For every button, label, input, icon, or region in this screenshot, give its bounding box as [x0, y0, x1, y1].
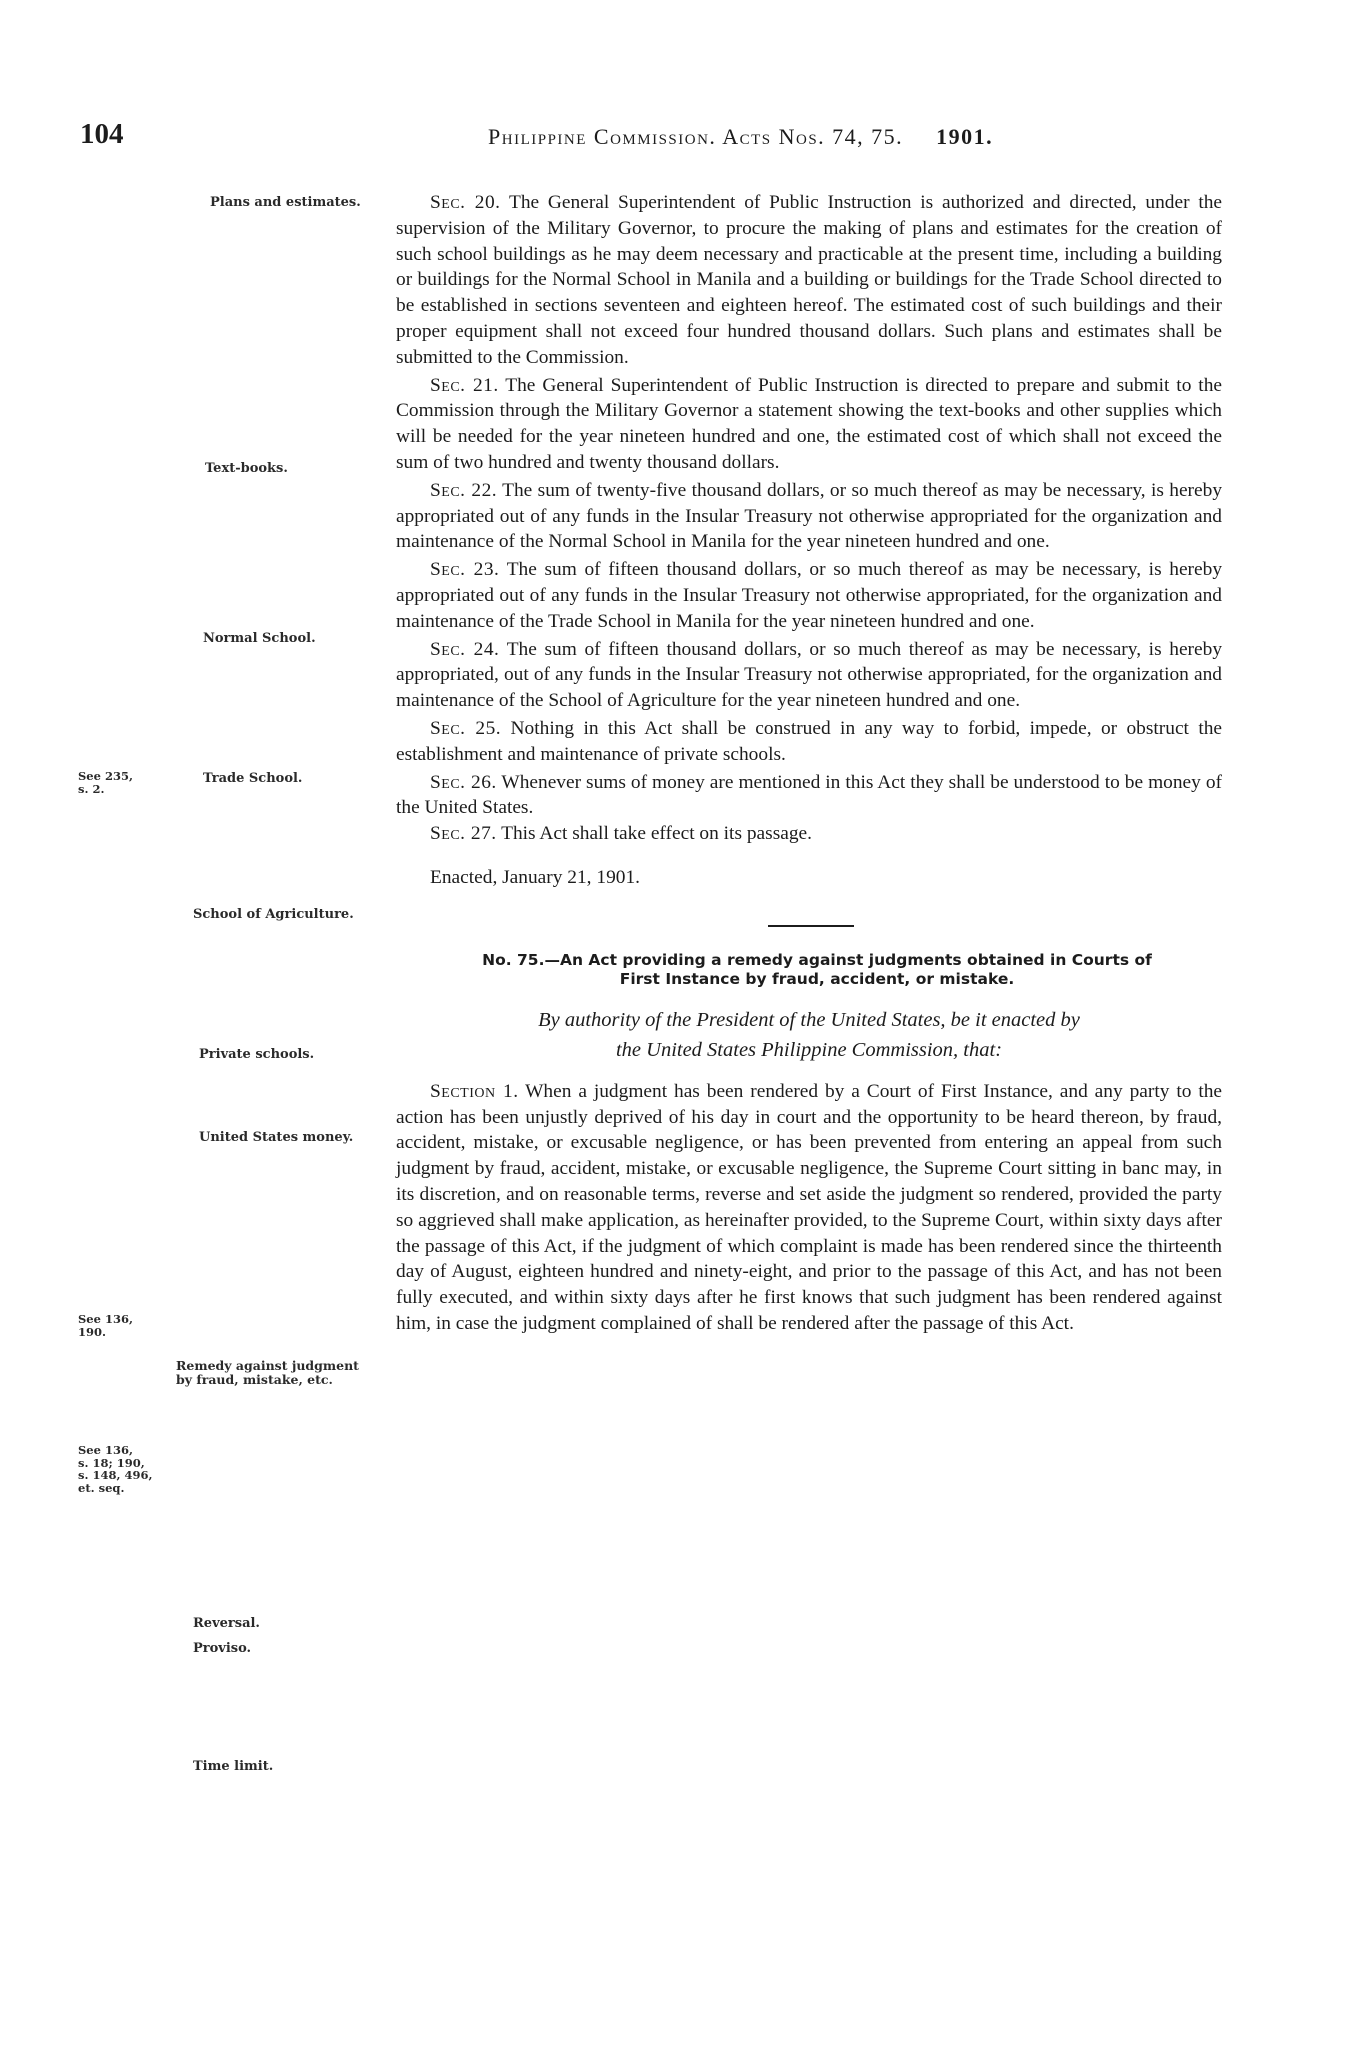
section-text: Nothing in this Act shall be construed in any way to forbid, impede, or obstruct the establishment and maintenance of private schools. — [396, 717, 1223, 765]
margin-note-plans: Plans and estimates. — [210, 195, 361, 210]
running-head-title: Philippine Commission. Acts Nos. 74, 75. — [488, 124, 904, 149]
scan-footer — [6, 2052, 8, 2059]
page-number: 104 — [80, 118, 124, 150]
cross-reference: See 235, s. 2. — [78, 769, 133, 796]
section-label: Section 1. — [430, 1080, 519, 1102]
section-label: Sec. 23. — [430, 559, 500, 581]
section-paragraph — [396, 637, 1222, 714]
margin-note-time-limit: Time limit. — [193, 1759, 274, 1774]
margin-note-remedy: Remedy against judgment by fraud, mistake, etc. — [176, 1358, 359, 1387]
section-label: Sec. 25. — [430, 717, 502, 739]
section-paragraph — [396, 716, 1222, 768]
enacting-clause: By authority of the President of the United States, be it enacted by the United States Philippine Commission, that: — [538, 1008, 1080, 1061]
margin-note-us-money: United States money. — [199, 1130, 354, 1145]
section-label: Sec. 22. — [430, 479, 498, 501]
section-label: Sec. 20. — [430, 192, 501, 213]
margin-note-private-schools: Private schools. — [199, 1047, 315, 1062]
section-paragraph — [396, 190, 1222, 371]
running-head — [488, 124, 993, 150]
running-head-year: 1901. — [936, 124, 994, 149]
body-text — [396, 190, 1222, 1337]
margin-note-agriculture: School of Agriculture. — [193, 907, 354, 922]
section-text: The sum of fifteen thousand dollars, or so much thereof as may be necessary, is hereby appropriated out of any funds in the Insular Treasury not otherwise appropriated, for the organization and maintenance of the Trade School in Manila for the year nineteen hundred and one. — [396, 559, 1223, 632]
section-paragraph — [396, 478, 1222, 555]
section-paragraph — [396, 373, 1222, 476]
section-paragraph — [396, 770, 1222, 822]
section-paragraph — [396, 1079, 1222, 1337]
section-text: The General Superintendent of Public Instruction is directed to prepare and submit to the Commission through the Military Governor a statement showing the text-books and other supplies which will be needed for the year nineteen hundred and one, the estimated cost of which shall not exceed the sum of two hundred and twenty thousand dollars. — [396, 374, 1223, 473]
section-label: Sec. 27. — [430, 823, 497, 845]
margin-note-trade-school: Trade School. — [203, 771, 303, 786]
section-text: Whenever sums of money are mentioned in this Act they shall be understood to be money of the United States. — [396, 771, 1222, 819]
margin-note-proviso: Proviso. — [193, 1641, 252, 1656]
section-text: This Act shall take effect on its passage. — [501, 823, 812, 845]
cross-reference: See 136, 190. — [78, 1312, 133, 1339]
act-heading: No. 75.—An Act providing a remedy against judgments obtained in Courts of First Instance by fraud, accident, or mistake. — [482, 950, 1152, 988]
section-label: Sec. 21. — [430, 374, 499, 396]
section-text: The General Superintendent of Public Instruction is authorized and directed, under the supervision of the Military Governor, to procure the making of plans and estimates for the creation of such school buildings as he may deem necessary and practicable at the present time, including a building or buildings for the Normal School in Manila and a building or buildings for the Trade School directed to be established in sections seventeen and eighteen hereof. The estimated cost of such buildings and their proper equipment shall not exceed four hundred thousand dollars. Such plans and estimates shall be submitted to the Commission. — [396, 192, 1223, 368]
margin-note-reversal: Reversal. — [193, 1616, 260, 1631]
section-text: The sum of fifteen thousand dollars, or so much thereof as may be necessary, is hereby appropriated, out of any funds in the Insular Treasury not otherwise appropriated, for the organization and maintenance of the School of Agriculture for the year nineteen hundred and one. — [396, 638, 1223, 712]
margin-note-normal-school: Normal School. — [203, 631, 316, 646]
margin-note-text-books: Text-books. — [205, 461, 288, 476]
section-text: When a judgment has been rendered by a Court of First Instance, and any party to the action has been unjustly deprived of his day in court and the opportunity to be heard thereon, by fraud, accident, mistake, or excusable negligence, or has been prevented from entering an appeal from such judgment by fraud, accident, mistake, or excusable negligence, the Supreme Court sitting in banc may, in its discretion, and on reasonable terms, reverse and set aside the judgment so rendered, provided the party so aggrieved shall make application, as hereinafter provided, to the Supreme Court, within sixty days after the passage of this Act, if the judgment of which complaint is made has been rendered since the thirteenth day of August, eighteen hundred and ninety-eight, and prior to the passage of this Act, and has not been fully executed, and within sixty days after he first knows that such judgment has been rendered against him, in case the judgment complained of shall be rendered after the passage of this Act. — [396, 1080, 1223, 1334]
cross-reference: See 136, s. 18; 190, s. 148, 496, et. seq. — [78, 1443, 153, 1495]
section-divider — [768, 925, 854, 927]
section-paragraph — [396, 821, 1222, 847]
section-label: Sec. 26. — [430, 771, 497, 793]
section-text: The sum of twenty-five thousand dollars, or so much thereof as may be necessary, is hereby appropriated out of any funds in the Insular Treasury not otherwise appropriated for the organization and maintenance of the Normal School in Manila for the year nineteen hundred and one. — [396, 479, 1223, 553]
section-label: Sec. 24. — [430, 638, 500, 660]
section-paragraph — [396, 557, 1222, 634]
enacted-date: Enacted, January 21, 1901. — [430, 866, 641, 888]
